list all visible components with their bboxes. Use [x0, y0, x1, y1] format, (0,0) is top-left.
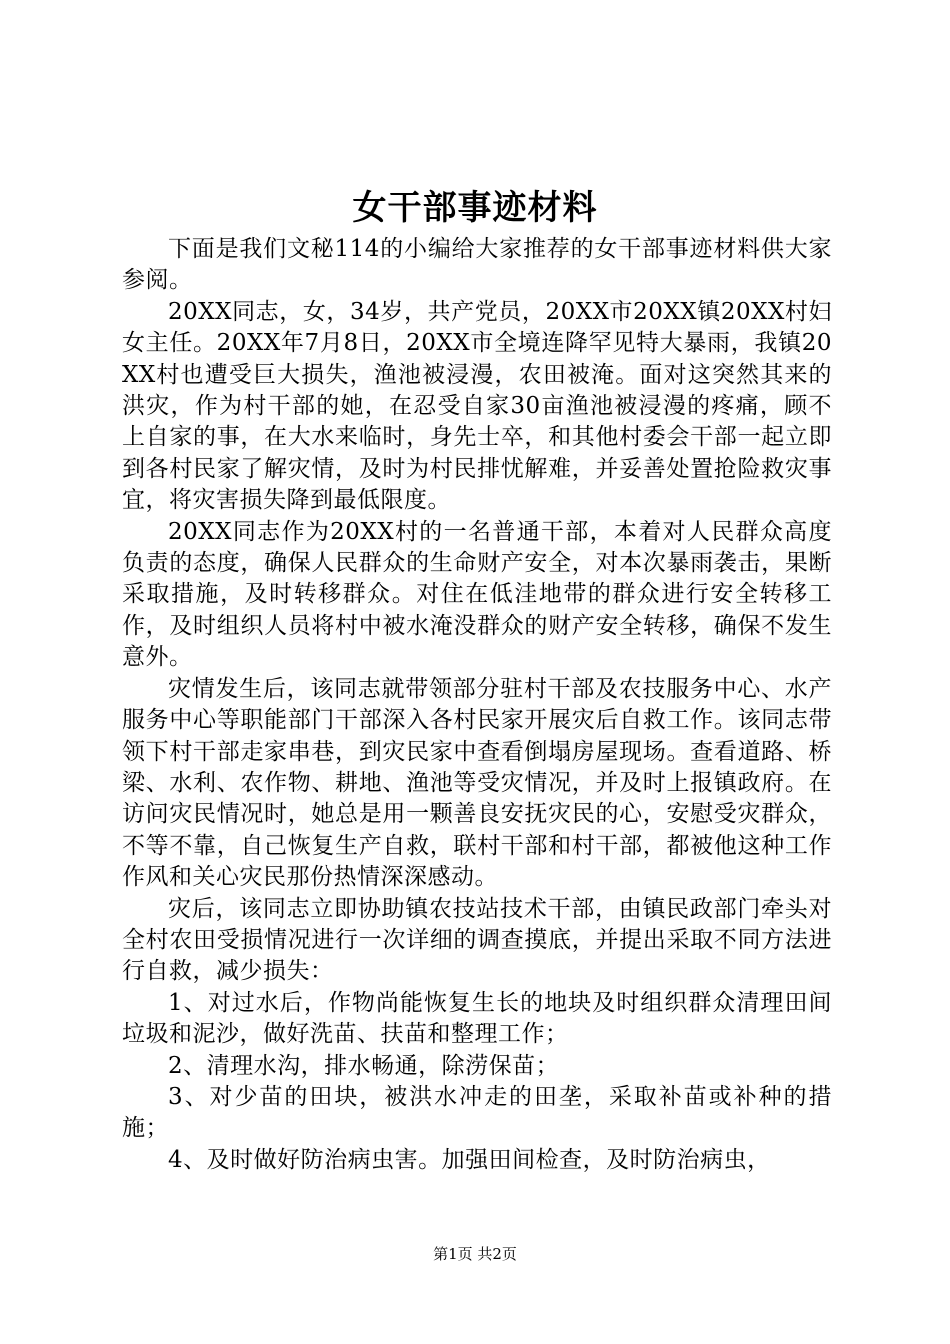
paragraph-disaster-response: 灾情发生后，该同志就带领部分驻村干部及农技服务中心、水产服务中心等职能部门干部深入各村民家开展灾后自救工作。该同志带领下村干部走家串巷，到灾民家中查看倒塌房屋现场。查看道路、桥梁、水利、农作物、耕地、渔池等受灾情况，并及时上报镇政府。在访问灾民情况时，她总是用一颗善良安抚灾民的心，安慰受灾群众，不等不靠，自己恢复生产自救，联村干部和村干部，都被他这种工作作风和关心灾民那份热情深深感动。	[122, 675, 832, 891]
document-body	[122, 234, 832, 1176]
paragraph-post-disaster: 灾后，该同志立即协助镇农技站技术干部，由镇民政部门牵头对全村农田受损情况进行一次详细的调查摸底，并提出采取不同方法进行自救，减少损失：	[122, 895, 832, 985]
paragraph-profile: 20XX同志，女，34岁，共产党员，20XX市20XX镇20XX村妇女主任。20XX年7月8日，20XX市全境连降罕见特大暴雨，我镇20XX村也遭受巨大损失，渔池被浸漫，农田被淹。面对这突然其来的洪灾，作为村干部的她，在忍受自家30亩渔池被浸漫的疼痛，顾不上自家的事，在大水来临时，身先士卒，和其他村委会干部一起立即到各村民家了解灾情，及时为村民排忧解难，并妥善处置抢险救灾事宜，将灾害损失降到最低限度。	[122, 298, 832, 514]
document-title: 女干部事迹材料	[352, 188, 598, 228]
paragraph-evacuation: 20XX同志作为20XX村的一名普通干部，本着对人民群众高度负责的态度，确保人民群众的生命财产安全，对本次暴雨袭击，果断采取措施，及时转移群众。对住在低洼地带的群众进行安全转移工作，及时组织人员将村中被水淹没群众的财产安全转移，确保不发生意外。	[122, 518, 832, 671]
list-item-3: 3、对少苗的田块，被洪水冲走的田垄，采取补苗或补种的措施；	[122, 1083, 832, 1142]
list-item-1: 1、对过水后，作物尚能恢复生长的地块及时组织群众清理田间垃圾和泥沙，做好洗苗、扶苗和整理工作；	[122, 989, 832, 1048]
list-item-2: 2、清理水沟，排水畅通，除涝保苗；	[168, 1052, 560, 1079]
paragraph-intro: 下面是我们文秘114的小编给大家推荐的女干部事迹材料供大家参阅。	[122, 236, 832, 294]
page-footer: 第1页 共2页	[433, 1245, 517, 1263]
list-item-4: 4、及时做好防治病虫害。加强田间检查，及时防治病虫，	[168, 1146, 771, 1173]
